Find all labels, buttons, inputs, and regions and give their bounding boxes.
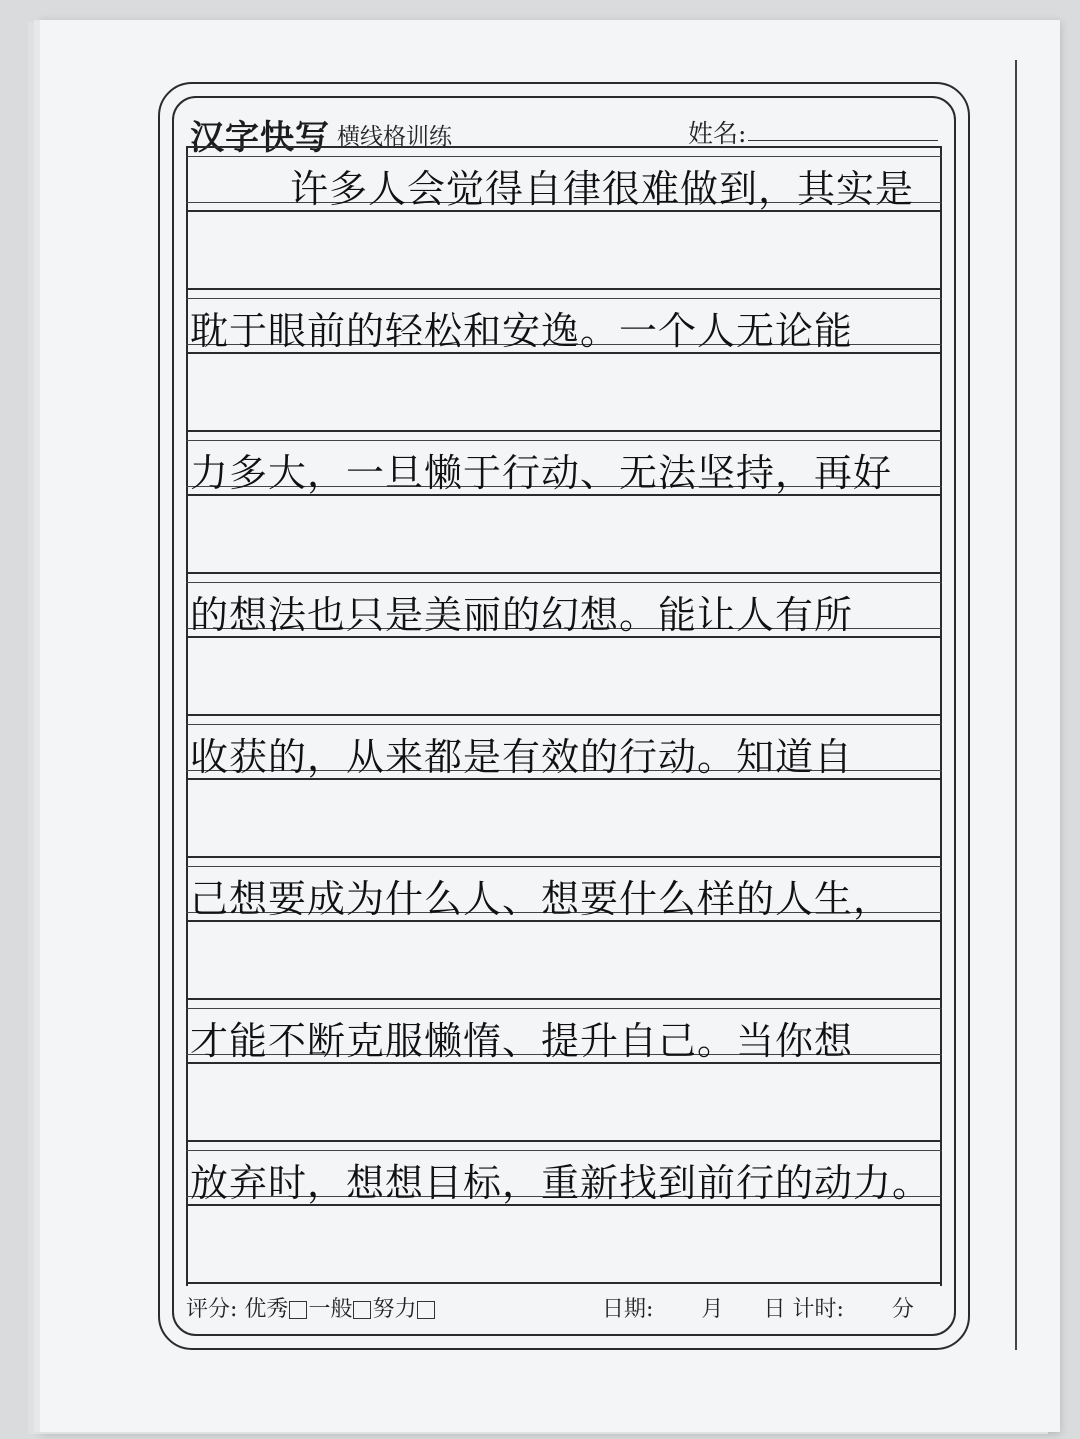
rating-option-label: 优秀 — [244, 1297, 289, 1322]
ruled-line — [186, 572, 942, 574]
ruled-line — [186, 582, 942, 583]
ruled-line — [186, 866, 942, 867]
ruled-line — [186, 724, 942, 725]
text-line: 放弃时，想想目标，重新找到前行的动力。 — [190, 1161, 932, 1205]
page-margin-rule — [1015, 60, 1017, 1350]
ruled-line — [186, 1282, 942, 1284]
ruled-line — [186, 440, 942, 441]
text-line: 耽于眼前的轻松和安逸。一个人无论能 — [190, 309, 854, 353]
day-label: 日 — [763, 1297, 786, 1322]
rating-label: 评分: — [186, 1297, 238, 1322]
rating-checkbox[interactable] — [289, 1301, 307, 1319]
worksheet-title: 汉字快写 — [190, 118, 330, 158]
timer-label: 计时: — [792, 1297, 844, 1322]
ruled-line — [186, 1150, 942, 1151]
ruled-line — [186, 430, 942, 432]
date-label: 日期: — [602, 1297, 654, 1322]
ruled-line — [186, 1140, 942, 1142]
rating-option-label: 一般 — [308, 1297, 353, 1322]
ruled-line — [186, 1008, 942, 1009]
rating-section — [186, 1292, 436, 1323]
rating-option-label: 努力 — [372, 1297, 417, 1322]
minute-label: 分 — [891, 1297, 914, 1322]
ruled-line — [186, 288, 942, 290]
ruled-line — [186, 856, 942, 858]
rating-checkbox[interactable] — [417, 1301, 435, 1319]
text-line: 的想法也只是美丽的幻想。能让人有所 — [190, 593, 854, 637]
month-label: 月 — [701, 1297, 724, 1322]
worksheet-subtitle: 横线格训练 — [337, 124, 452, 150]
text-line: 己想要成为什么人、想要什么样的人生， — [190, 877, 893, 921]
ruled-line — [186, 146, 942, 148]
text-line: 才能不断克服懒惰、提升自己。当你想 — [190, 1019, 854, 1063]
rating-checkbox[interactable] — [353, 1301, 371, 1319]
ruled-line — [186, 156, 942, 157]
text-line: 收获的，从来都是有效的行动。知道自 — [190, 735, 854, 779]
ruled-line — [186, 714, 942, 716]
name-field-line[interactable] — [748, 140, 938, 141]
text-line: 许多人会觉得自律很难做到，其实是 — [290, 167, 915, 211]
text-line: 力多大，一旦懒于行动、无法坚持，再好 — [190, 451, 893, 495]
name-label: 姓名: — [688, 119, 747, 148]
date-section — [602, 1292, 914, 1323]
ruled-line — [186, 298, 942, 299]
ruled-line — [186, 998, 942, 1000]
